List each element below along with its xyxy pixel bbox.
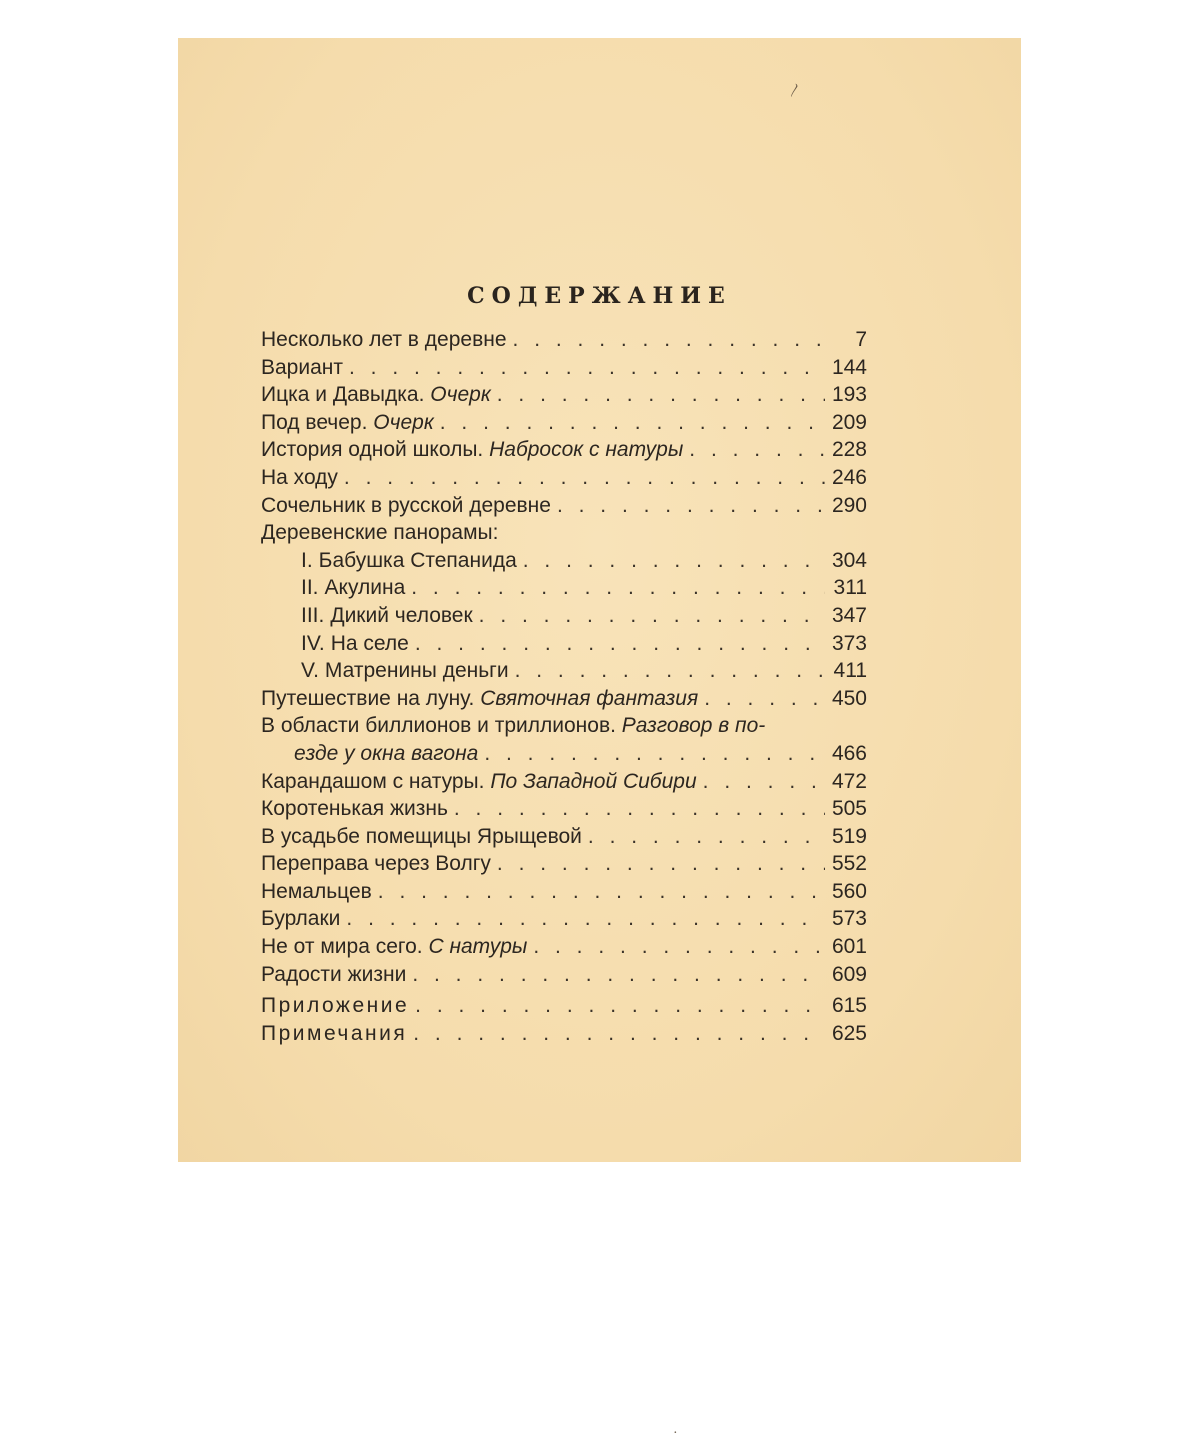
dot-leader — [344, 466, 825, 490]
roman-numeral: II. — [301, 576, 319, 600]
toc-page-number: 246 — [831, 465, 867, 489]
roman-numeral: I. — [301, 548, 313, 572]
book-page — [178, 38, 1021, 1441]
toc-entry-title — [294, 742, 478, 766]
dot-leader — [378, 880, 825, 904]
toc-entry — [261, 994, 867, 1022]
dot-leader — [703, 770, 825, 794]
toc-page-number: 625 — [831, 1021, 867, 1045]
dot-leader — [689, 438, 825, 462]
toc-subentry — [261, 549, 867, 577]
toc-entry-title: В усадьбе помещицы Ярыщевой — [261, 824, 582, 848]
toc-page-number: 552 — [831, 852, 867, 876]
toc-entry-title: На ходу — [261, 465, 338, 489]
toc-entry-subtitle: езде у окна вагона — [294, 741, 479, 765]
toc-entry — [261, 714, 867, 742]
toc-page-number: 228 — [831, 438, 867, 462]
dot-leader — [479, 604, 825, 628]
toc-entry-title: Путешествие на луну. Святочная фантазия — [261, 686, 699, 710]
toc-page-number: 519 — [831, 824, 867, 848]
toc-entry — [261, 328, 867, 356]
table-of-contents — [261, 328, 867, 1049]
dot-leader — [454, 797, 825, 821]
dot-leader — [440, 411, 825, 435]
toc-entry-title: Бабушка Степанида — [318, 548, 517, 572]
toc-entry-title: Карандашом с натуры. По Западной Сибири — [261, 769, 697, 793]
toc-page-number: 411 — [833, 659, 867, 683]
toc-page-number: 209 — [831, 410, 867, 434]
toc-entry — [261, 494, 867, 522]
dot-leader — [349, 356, 825, 380]
toc-page-number: 615 — [831, 994, 867, 1018]
toc-entry-title: Переправа через Волгу — [261, 852, 491, 876]
toc-entry-title: Немальцев — [261, 879, 372, 903]
dot-leader — [484, 742, 825, 766]
toc-subentry — [261, 659, 867, 687]
dot-leader — [704, 687, 825, 711]
toc-entry-title: Радости жизни — [261, 962, 407, 986]
dot-leader — [415, 632, 825, 656]
toc-entry-title: Матренины деньги — [324, 659, 509, 683]
toc-entry-subtitle: Набросок с натуры — [489, 438, 684, 462]
toc-entry — [261, 935, 867, 963]
toc-entry — [261, 466, 867, 494]
toc-entry — [261, 907, 867, 935]
toc-page-number: 144 — [831, 355, 867, 379]
toc-page-number: 609 — [831, 962, 867, 986]
toc-page-number: 573 — [831, 907, 867, 931]
toc-entry-title: Приложение — [261, 994, 410, 1018]
dot-leader — [346, 907, 825, 931]
toc-section-heading — [261, 521, 867, 549]
roman-numeral: III. — [301, 603, 325, 627]
toc-page-number: 347 — [831, 603, 867, 627]
dot-leader — [588, 825, 825, 849]
toc-page-number: 560 — [831, 879, 867, 903]
toc-page-number: 450 — [831, 686, 867, 710]
toc-entry — [261, 687, 867, 715]
toc-page-number: 505 — [831, 797, 867, 821]
toc-entry-title: Ицка и Давыдка. Очерк — [261, 383, 491, 407]
dot-leader — [415, 994, 825, 1018]
toc-page-number: 304 — [831, 548, 867, 572]
toc-entry-title: Коротенькая жизнь — [261, 797, 448, 821]
toc-entry — [261, 438, 867, 466]
dot-leader — [523, 549, 825, 573]
paper-blemish: 〳 — [788, 84, 802, 99]
toc-page-number: 290 — [831, 493, 867, 517]
dot-leader — [413, 1022, 825, 1046]
toc-entry — [261, 1022, 867, 1050]
roman-numeral: V. — [301, 659, 319, 683]
toc-entry-subtitle: Разговор в по- — [621, 714, 766, 738]
toc-entry-continuation — [261, 742, 867, 770]
toc-entry — [261, 356, 867, 384]
toc-entry-subtitle: По Западной Сибири — [490, 769, 697, 793]
toc-entry-subtitle: Святочная фантазия — [480, 686, 699, 710]
toc-entry — [261, 880, 867, 908]
toc-page-number: 193 — [831, 383, 867, 407]
toc-page-number: 472 — [831, 769, 867, 793]
toc-entry — [261, 963, 867, 991]
toc-subentry — [261, 632, 867, 660]
toc-entry-title: На селе — [330, 631, 409, 655]
roman-numeral: IV. — [301, 631, 325, 655]
toc-entry-subtitle: С натуры — [428, 935, 528, 959]
toc-entry-subtitle: Очерк — [430, 383, 491, 407]
toc-entry-title: Дикий человек — [330, 603, 473, 627]
dot-leader — [412, 963, 825, 987]
toc-entry-title: Вариант — [261, 355, 343, 379]
toc-page-number: 466 — [831, 741, 867, 765]
toc-entry-title: Под вечер. Очерк — [261, 410, 434, 434]
toc-entry-title: Примечания — [261, 1021, 408, 1045]
toc-page-number: 7 — [855, 328, 867, 351]
dot-leader — [515, 659, 825, 683]
toc-entry — [261, 797, 867, 825]
toc-page-number: 311 — [833, 576, 867, 600]
toc-page-number: 373 — [831, 631, 867, 655]
toc-entry — [261, 852, 867, 880]
toc-entry-title: Сочельник в русской деревне — [261, 493, 551, 517]
toc-entry-title: Деревенские панорамы: — [261, 521, 499, 545]
toc-entry — [261, 825, 867, 853]
dot-leader — [557, 494, 825, 518]
toc-entry — [261, 411, 867, 439]
dot-leader — [411, 576, 825, 600]
toc-entry-title: Акулина — [324, 576, 406, 600]
toc-entry-subtitle: Очерк — [373, 410, 434, 434]
toc-entry — [261, 770, 867, 798]
toc-entry-title: В области биллионов и триллионов. Разговор в по- — [261, 714, 766, 738]
dot-leader — [497, 383, 825, 407]
dot-leader — [533, 935, 825, 959]
paper-blemish: · — [673, 1426, 678, 1441]
page-title: СОДЕРЖАНИЕ — [467, 283, 732, 309]
dot-leader — [513, 328, 825, 352]
toc-entry-title: Не от мира сего. С натуры — [261, 935, 528, 959]
toc-page-number: 601 — [831, 935, 867, 959]
toc-subentry — [261, 604, 867, 632]
toc-entry — [261, 383, 867, 411]
toc-entry-title: Несколько лет в деревне — [261, 328, 507, 351]
toc-entry-title: История одной школы. Набросок с натуры — [261, 438, 684, 462]
dot-leader — [497, 852, 825, 876]
toc-subentry — [261, 576, 867, 604]
toc-entry-title: Бурлаки — [261, 907, 341, 931]
